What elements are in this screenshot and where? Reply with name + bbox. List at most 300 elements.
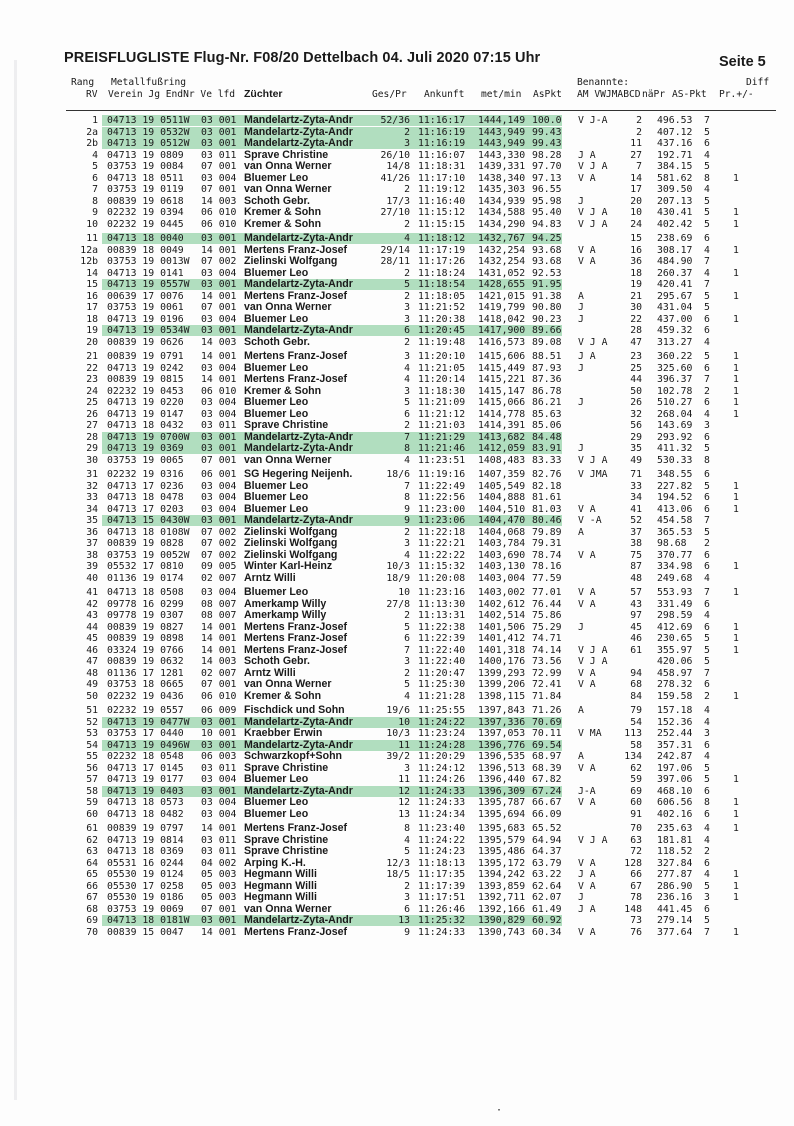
aspkt-cell: 73.56	[532, 656, 562, 667]
diff-cell: 1	[733, 207, 739, 218]
as-pkt-cell: 279.14	[657, 915, 693, 926]
breeder-name-cell: SG Hegering Neijenh.	[244, 468, 353, 480]
speed-cell: 1395,787	[478, 797, 526, 808]
as-pkt-cell: 510.27	[657, 397, 693, 408]
speed-cell: 1404,888	[478, 492, 526, 503]
breeder-name-cell: van Onna Werner	[244, 902, 332, 915]
aspkt-cell: 93.68	[532, 256, 562, 267]
gespr-cell: 2	[404, 880, 410, 892]
arrival-time-cell: 11:21:09	[418, 397, 466, 408]
diff-cell: 1	[733, 408, 739, 420]
ring-number-cell: 04713 18 0478	[107, 492, 184, 503]
as-pkt-cell: 309.50	[657, 184, 693, 195]
table-row	[0, 809, 794, 820]
arrival-time-cell: 11:16:19	[418, 126, 466, 138]
speed-cell: 1443,949	[478, 138, 526, 149]
table-row	[0, 633, 794, 644]
ring-number-cell: 00839 18 0049	[107, 244, 184, 256]
breeder-name-cell: Mertens Franz-Josef	[244, 620, 348, 633]
rang-cell: 54	[86, 739, 98, 751]
aspkt-cell: 95.40	[532, 207, 562, 218]
arrival-time-cell: 11:25:55	[418, 705, 466, 716]
aspkt-cell: 96.55	[532, 184, 562, 195]
pr-cell: 6	[704, 469, 710, 480]
gespr-cell: 2	[404, 184, 410, 195]
benannte-cell: V A	[578, 587, 596, 598]
aspkt-cell: 65.52	[532, 823, 562, 834]
as-pkt-cell: 468.10	[657, 785, 693, 797]
aspkt-cell: 80.46	[532, 515, 562, 526]
diff-cell: 1	[733, 492, 739, 503]
naepr-cell: 30	[630, 302, 642, 313]
arrival-time-cell: 11:21:03	[418, 420, 466, 431]
aspkt-cell: 89.66	[532, 325, 562, 336]
gespr-cell: 5	[404, 679, 410, 690]
arrival-time-cell: 11:26:46	[418, 903, 466, 915]
rang-cell: 40	[86, 572, 98, 584]
as-pkt-cell: 402.42	[657, 218, 693, 230]
gespr-cell: 52/36	[380, 115, 410, 126]
pr-cell: 3	[704, 892, 710, 903]
ring-number-cell: 00839 19 0898	[107, 633, 184, 644]
table-row	[0, 184, 794, 195]
aspkt-cell: 75.86	[532, 610, 562, 621]
ve-lfd-cell: 07 001	[201, 454, 237, 466]
benannte-cell: V J A	[578, 834, 608, 846]
pr-cell: 3	[704, 420, 710, 431]
diff-cell: 1	[733, 621, 739, 633]
arrival-time-cell: 11:25:30	[418, 679, 466, 690]
rang-cell: 52	[86, 716, 98, 728]
pr-cell: 5	[704, 218, 710, 230]
arrival-time-cell: 11:24:33	[418, 797, 466, 808]
rang-cell: 70	[86, 926, 98, 938]
diff-cell: 1	[733, 290, 739, 302]
rang-cell: 18	[86, 313, 98, 325]
ring-number-cell: 00839 19 0827	[107, 621, 184, 633]
rang-cell: 49	[86, 679, 98, 690]
arrival-time-cell: 11:18:31	[418, 161, 466, 172]
gespr-cell: 26/10	[380, 149, 410, 161]
speed-cell: 1414,778	[478, 408, 526, 420]
ve-lfd-cell: 03 011	[201, 834, 237, 846]
aspkt-cell: 66.67	[532, 797, 562, 808]
arrival-time-cell: 11:20:10	[418, 351, 466, 362]
breeder-name-cell: Hegmann Willi	[244, 891, 317, 903]
pr-cell: 5	[704, 351, 710, 362]
aspkt-cell: 74.71	[532, 633, 562, 644]
rang-cell: 25	[86, 397, 98, 408]
naepr-cell: 50	[630, 385, 642, 397]
as-pkt-cell: 377.64	[657, 926, 693, 938]
naepr-cell: 67	[630, 880, 642, 892]
rang-cell: 46	[86, 644, 98, 656]
rang-cell: 12b	[80, 256, 98, 267]
ring-number-cell: 04713 18 0508	[107, 587, 184, 598]
speed-cell: 1396,776	[478, 739, 526, 751]
as-pkt-cell: 260.37	[657, 267, 693, 279]
speed-cell: 1403,690	[478, 549, 526, 561]
table-row	[0, 268, 794, 279]
pr-cell: 4	[704, 572, 710, 584]
naepr-cell: 38	[630, 538, 642, 549]
as-pkt-cell: 207.13	[657, 195, 693, 207]
aspkt-cell: 90.23	[532, 313, 562, 325]
gespr-cell: 10/3	[386, 728, 410, 739]
naepr-cell: 63	[630, 834, 642, 846]
aspkt-cell: 84.48	[532, 431, 562, 443]
pr-cell: 8	[704, 454, 710, 466]
speed-cell: 1400,176	[478, 656, 526, 667]
as-pkt-cell: 277.87	[657, 869, 693, 880]
ve-lfd-cell: 03 004	[201, 774, 237, 785]
speed-cell: 1428,655	[478, 279, 526, 290]
arrival-time-cell: 11:20:47	[418, 667, 466, 679]
rang-cell: 20	[86, 336, 98, 348]
pr-cell: 6	[704, 138, 710, 149]
as-pkt-cell: 355.97	[657, 644, 693, 656]
col-zuechter: Züchter	[244, 88, 283, 100]
benannte-cell: J A	[578, 869, 596, 880]
table-row	[0, 325, 794, 336]
as-pkt-cell: 459.32	[657, 325, 693, 336]
breeder-name-cell: Fischdick und Sohn	[244, 704, 345, 716]
benannte-cell: V A	[578, 797, 596, 808]
aspkt-cell: 61.49	[532, 903, 562, 915]
benannte-cell: V A	[578, 549, 596, 561]
arrival-time-cell: 11:23:00	[418, 503, 466, 515]
col-benannte-sub: AM VWJMABCD	[577, 89, 641, 100]
rang-cell: 61	[86, 823, 98, 834]
gespr-cell: 6	[404, 325, 410, 336]
ring-number-cell: 00839 19 0815	[107, 374, 184, 385]
gespr-cell: 2	[404, 610, 410, 621]
rang-cell: 7	[92, 184, 98, 195]
ring-number-cell: 03753 19 0065	[107, 454, 184, 466]
col-ankunft: Ankunft	[424, 89, 465, 100]
page-number: Seite 5	[719, 54, 766, 70]
ring-number-cell: 05530 19 0186	[107, 892, 184, 903]
gespr-cell: 4	[404, 233, 410, 244]
diff-cell: 1	[733, 385, 739, 397]
pr-cell: 2	[704, 538, 710, 549]
arrival-time-cell: 11:22:39	[418, 633, 466, 644]
pr-cell: 6	[704, 325, 710, 336]
ve-lfd-cell: 03 001	[201, 443, 237, 454]
ve-lfd-cell: 07 001	[201, 679, 237, 690]
breeder-name-cell: Schoth Gebr.	[244, 194, 310, 207]
pr-cell: 5	[704, 480, 710, 492]
breeder-name-cell: Mertens Franz-Josef	[244, 643, 348, 656]
as-pkt-cell: 192.71	[657, 149, 693, 161]
naepr-cell: 27	[630, 149, 642, 161]
gespr-cell: 13	[398, 915, 410, 926]
breeder-name-cell: Sprave Christine	[244, 148, 329, 161]
as-pkt-cell: 278.32	[657, 679, 693, 690]
pr-cell: 6	[704, 431, 710, 443]
pr-cell: 6	[704, 739, 710, 751]
speed-cell: 1401,318	[478, 644, 526, 656]
table-row	[0, 397, 794, 408]
ve-lfd-cell: 03 001	[201, 915, 237, 926]
arrival-time-cell: 11:24:34	[418, 808, 466, 820]
arrival-time-cell: 11:23:06	[418, 515, 466, 526]
gespr-cell: 27/10	[380, 207, 410, 218]
arrival-time-cell: 11:15:32	[418, 561, 466, 572]
gespr-cell: 2	[404, 290, 410, 302]
rang-cell: 67	[86, 892, 98, 903]
speed-cell: 1415,066	[478, 397, 526, 408]
speed-cell: 1401,506	[478, 621, 526, 633]
rang-cell: 47	[86, 656, 98, 667]
as-pkt-cell: 441.45	[657, 903, 693, 915]
pr-cell: 8	[704, 797, 710, 808]
ve-lfd-cell: 03 004	[201, 797, 237, 808]
pr-cell: 5	[704, 195, 710, 207]
rang-cell: 50	[86, 690, 98, 702]
arrival-time-cell: 11:20:08	[418, 572, 466, 584]
pr-cell: 4	[704, 184, 710, 195]
arrival-time-cell: 11:15:12	[418, 207, 466, 218]
diff-cell: 1	[733, 561, 739, 572]
naepr-cell: 22	[630, 313, 642, 325]
ve-lfd-cell: 03 011	[201, 420, 237, 431]
aspkt-cell: 81.61	[532, 492, 562, 503]
ve-lfd-cell: 07 001	[201, 903, 237, 915]
aspkt-cell: 68.97	[532, 751, 562, 762]
rang-cell: 57	[86, 774, 98, 785]
gespr-cell: 9	[404, 515, 410, 526]
naepr-cell: 70	[630, 823, 642, 834]
aspkt-cell: 78.74	[532, 549, 562, 561]
arrival-time-cell: 11:19:12	[418, 184, 466, 195]
breeder-name-cell: Bluemer Leo	[244, 491, 309, 503]
as-pkt-cell: 286.90	[657, 880, 693, 892]
ring-number-cell: 00839 19 0797	[107, 823, 184, 834]
ring-number-cell: 04713 18 0511	[107, 172, 184, 184]
as-pkt-cell: 118.52	[657, 846, 693, 857]
as-pkt-cell: 553.93	[657, 587, 693, 598]
arrival-time-cell: 11:24:22	[418, 834, 466, 846]
gespr-cell: 2	[404, 218, 410, 230]
as-pkt-cell: 454.58	[657, 515, 693, 526]
table-row	[0, 161, 794, 172]
gespr-cell: 2	[404, 126, 410, 138]
pr-cell: 7	[704, 515, 710, 526]
as-pkt-cell: 331.49	[657, 598, 693, 610]
ve-lfd-cell: 03 001	[201, 515, 237, 526]
arrival-time-cell: 11:23:16	[418, 587, 466, 598]
as-pkt-cell: 348.55	[657, 469, 693, 480]
gespr-cell: 4	[404, 549, 410, 561]
ve-lfd-cell: 07 002	[201, 549, 237, 561]
speed-cell: 1414,391	[478, 420, 526, 431]
ve-lfd-cell: 03 004	[201, 480, 237, 492]
ring-number-cell: 01136 19 0174	[107, 572, 184, 584]
ve-lfd-cell: 03 001	[201, 138, 237, 149]
aspkt-cell: 94.83	[532, 218, 562, 230]
benannte-cell: J	[578, 302, 584, 313]
breeder-name-cell: Arping K.-H.	[244, 856, 306, 869]
ve-lfd-cell: 05 003	[201, 880, 237, 892]
ve-lfd-cell: 06 001	[201, 469, 237, 480]
table-row	[0, 904, 794, 915]
speed-cell: 1404,470	[478, 515, 526, 526]
breeder-name-cell: Schoth Gebr.	[244, 655, 310, 667]
pr-cell: 5	[704, 290, 710, 302]
rang-cell: 48	[86, 667, 98, 679]
rang-cell: 35	[86, 515, 98, 526]
benannte-cell: J	[578, 892, 584, 903]
benannte-cell: J	[578, 397, 584, 408]
speed-cell: 1403,004	[478, 572, 526, 584]
speed-cell: 1417,900	[478, 325, 526, 336]
pr-cell: 6	[704, 598, 710, 610]
speed-cell: 1392,711	[478, 892, 526, 903]
as-pkt-cell: 420.41	[657, 279, 693, 290]
diff-cell: 1	[733, 313, 739, 325]
ve-lfd-cell: 06 003	[201, 751, 237, 762]
naepr-cell: 25	[630, 362, 642, 374]
breeder-name-cell: van Onna Werner	[244, 183, 332, 195]
pr-cell: 2	[704, 690, 710, 702]
ve-lfd-cell: 08 007	[201, 598, 237, 610]
as-pkt-cell: 325.60	[657, 362, 693, 374]
arrival-time-cell: 11:17:26	[418, 256, 466, 267]
pr-cell: 7	[704, 374, 710, 385]
naepr-cell: 73	[630, 915, 642, 926]
ve-lfd-cell: 03 004	[201, 492, 237, 503]
as-pkt-cell: 397.06	[657, 774, 693, 785]
table-row	[0, 705, 794, 716]
rang-cell: 14	[86, 267, 98, 279]
as-pkt-cell: 412.69	[657, 621, 693, 633]
pr-cell: 6	[704, 561, 710, 572]
benannte-cell: J	[578, 313, 584, 325]
as-pkt-cell: 411.32	[657, 443, 693, 454]
breeder-name-cell: Zielinski Wolfgang	[244, 537, 338, 549]
as-pkt-cell: 384.15	[657, 161, 693, 172]
aspkt-cell: 93.68	[532, 244, 562, 256]
pr-cell: 4	[704, 716, 710, 728]
arrival-time-cell: 11:22:38	[418, 621, 466, 633]
speed-cell: 1398,115	[478, 690, 526, 702]
arrival-time-cell: 11:22:56	[418, 492, 466, 503]
ve-lfd-cell: 03 001	[201, 716, 237, 728]
table-row	[0, 797, 794, 808]
table-row	[0, 751, 794, 762]
benannte-cell: V A	[578, 667, 596, 679]
as-pkt-cell: 407.12	[657, 126, 693, 138]
ring-number-cell: 04713 17 0236	[107, 480, 184, 492]
benannte-cell: V J A	[578, 644, 608, 656]
ring-number-cell: 04713 19 0512W	[107, 138, 190, 149]
naepr-cell: 76	[630, 926, 642, 938]
pr-cell: 6	[704, 313, 710, 325]
arrival-time-cell: 11:21:52	[418, 302, 466, 313]
gespr-cell: 39/2	[386, 751, 410, 762]
breeder-name-cell: van Onna Werner	[244, 453, 332, 466]
arrival-time-cell: 11:19:48	[418, 336, 466, 348]
pr-cell: 5	[704, 302, 710, 313]
ve-lfd-cell: 14 003	[201, 195, 237, 207]
ring-number-cell: 04713 19 0141	[107, 267, 184, 279]
rang-cell: 65	[86, 869, 98, 880]
benannte-cell: V J A	[578, 161, 608, 172]
col-as-pkt: AS-Pkt	[672, 89, 707, 100]
table-row	[0, 846, 794, 857]
diff-cell: 1	[733, 808, 739, 820]
table-row	[0, 196, 794, 207]
as-pkt-cell: 437.16	[657, 138, 693, 149]
gespr-cell: 12	[398, 797, 410, 808]
naepr-cell: 94	[630, 667, 642, 679]
arrival-time-cell: 11:16:17	[418, 115, 466, 126]
as-pkt-cell: 181.81	[657, 834, 693, 846]
col-met-min: met/min	[481, 89, 522, 100]
breeder-name-cell: van Onna Werner	[244, 678, 332, 690]
page-title: PREISFLUGLISTE Flug-Nr. F08/20 Dettelbach 04. Juli 2020 07:15 Uhr	[64, 50, 541, 66]
naepr-cell: 87	[630, 561, 642, 572]
speed-cell: 1395,694	[478, 808, 526, 820]
ring-number-cell: 04713 19 0511W	[107, 115, 190, 126]
aspkt-cell: 74.14	[532, 644, 562, 656]
breeder-name-cell: Mandelartz-Zyta-Andr	[244, 324, 353, 336]
aspkt-cell: 81.03	[532, 503, 562, 515]
as-pkt-cell: 157.18	[657, 705, 693, 716]
gespr-cell: 3	[404, 892, 410, 903]
rang-cell: 2b	[86, 138, 98, 149]
breeder-name-cell: Sprave Christine	[244, 833, 329, 846]
gespr-cell: 5	[404, 279, 410, 290]
arrival-time-cell: 11:18:05	[418, 290, 466, 302]
rang-cell: 6	[92, 172, 98, 184]
aspkt-cell: 86.21	[532, 397, 562, 408]
ring-number-cell: 04713 17 0203	[107, 503, 184, 515]
breeder-name-cell: Kremer & Sohn	[244, 384, 322, 397]
naepr-cell: 72	[630, 846, 642, 857]
ring-number-cell: 04713 15 0430W	[107, 515, 190, 526]
ring-number-cell: 04713 19 0557W	[107, 279, 190, 290]
as-pkt-cell: 298.59	[657, 610, 693, 621]
table-row	[0, 302, 794, 313]
naepr-cell: 20	[630, 195, 642, 207]
ve-lfd-cell: 07 001	[201, 161, 237, 172]
as-pkt-cell: 402.16	[657, 808, 693, 820]
as-pkt-cell: 420.06	[657, 656, 693, 667]
gespr-cell: 5	[404, 397, 410, 408]
naepr-cell: 19	[630, 279, 642, 290]
breeder-name-cell: Bluemer Leo	[244, 407, 309, 420]
breeder-name-cell: Kremer & Sohn	[244, 217, 322, 230]
benannte-cell: A	[578, 705, 584, 716]
table-row	[0, 173, 794, 184]
as-pkt-cell: 238.69	[657, 233, 693, 244]
table-row	[0, 527, 794, 538]
pr-cell: 6	[704, 679, 710, 690]
breeder-name-cell: Bluemer Leo	[244, 361, 309, 374]
ve-lfd-cell: 06 010	[201, 207, 237, 218]
speed-cell: 1405,549	[478, 480, 526, 492]
ve-lfd-cell: 06 010	[201, 218, 237, 230]
as-pkt-cell: 357.31	[657, 739, 693, 751]
pr-cell: 6	[704, 233, 710, 244]
table-row	[0, 645, 794, 656]
breeder-name-cell: Bluemer Leo	[244, 773, 309, 785]
ve-lfd-cell: 05 003	[201, 892, 237, 903]
aspkt-cell: 95.98	[532, 195, 562, 207]
breeder-name-cell: Mandelartz-Zyta-Andr	[244, 125, 353, 138]
